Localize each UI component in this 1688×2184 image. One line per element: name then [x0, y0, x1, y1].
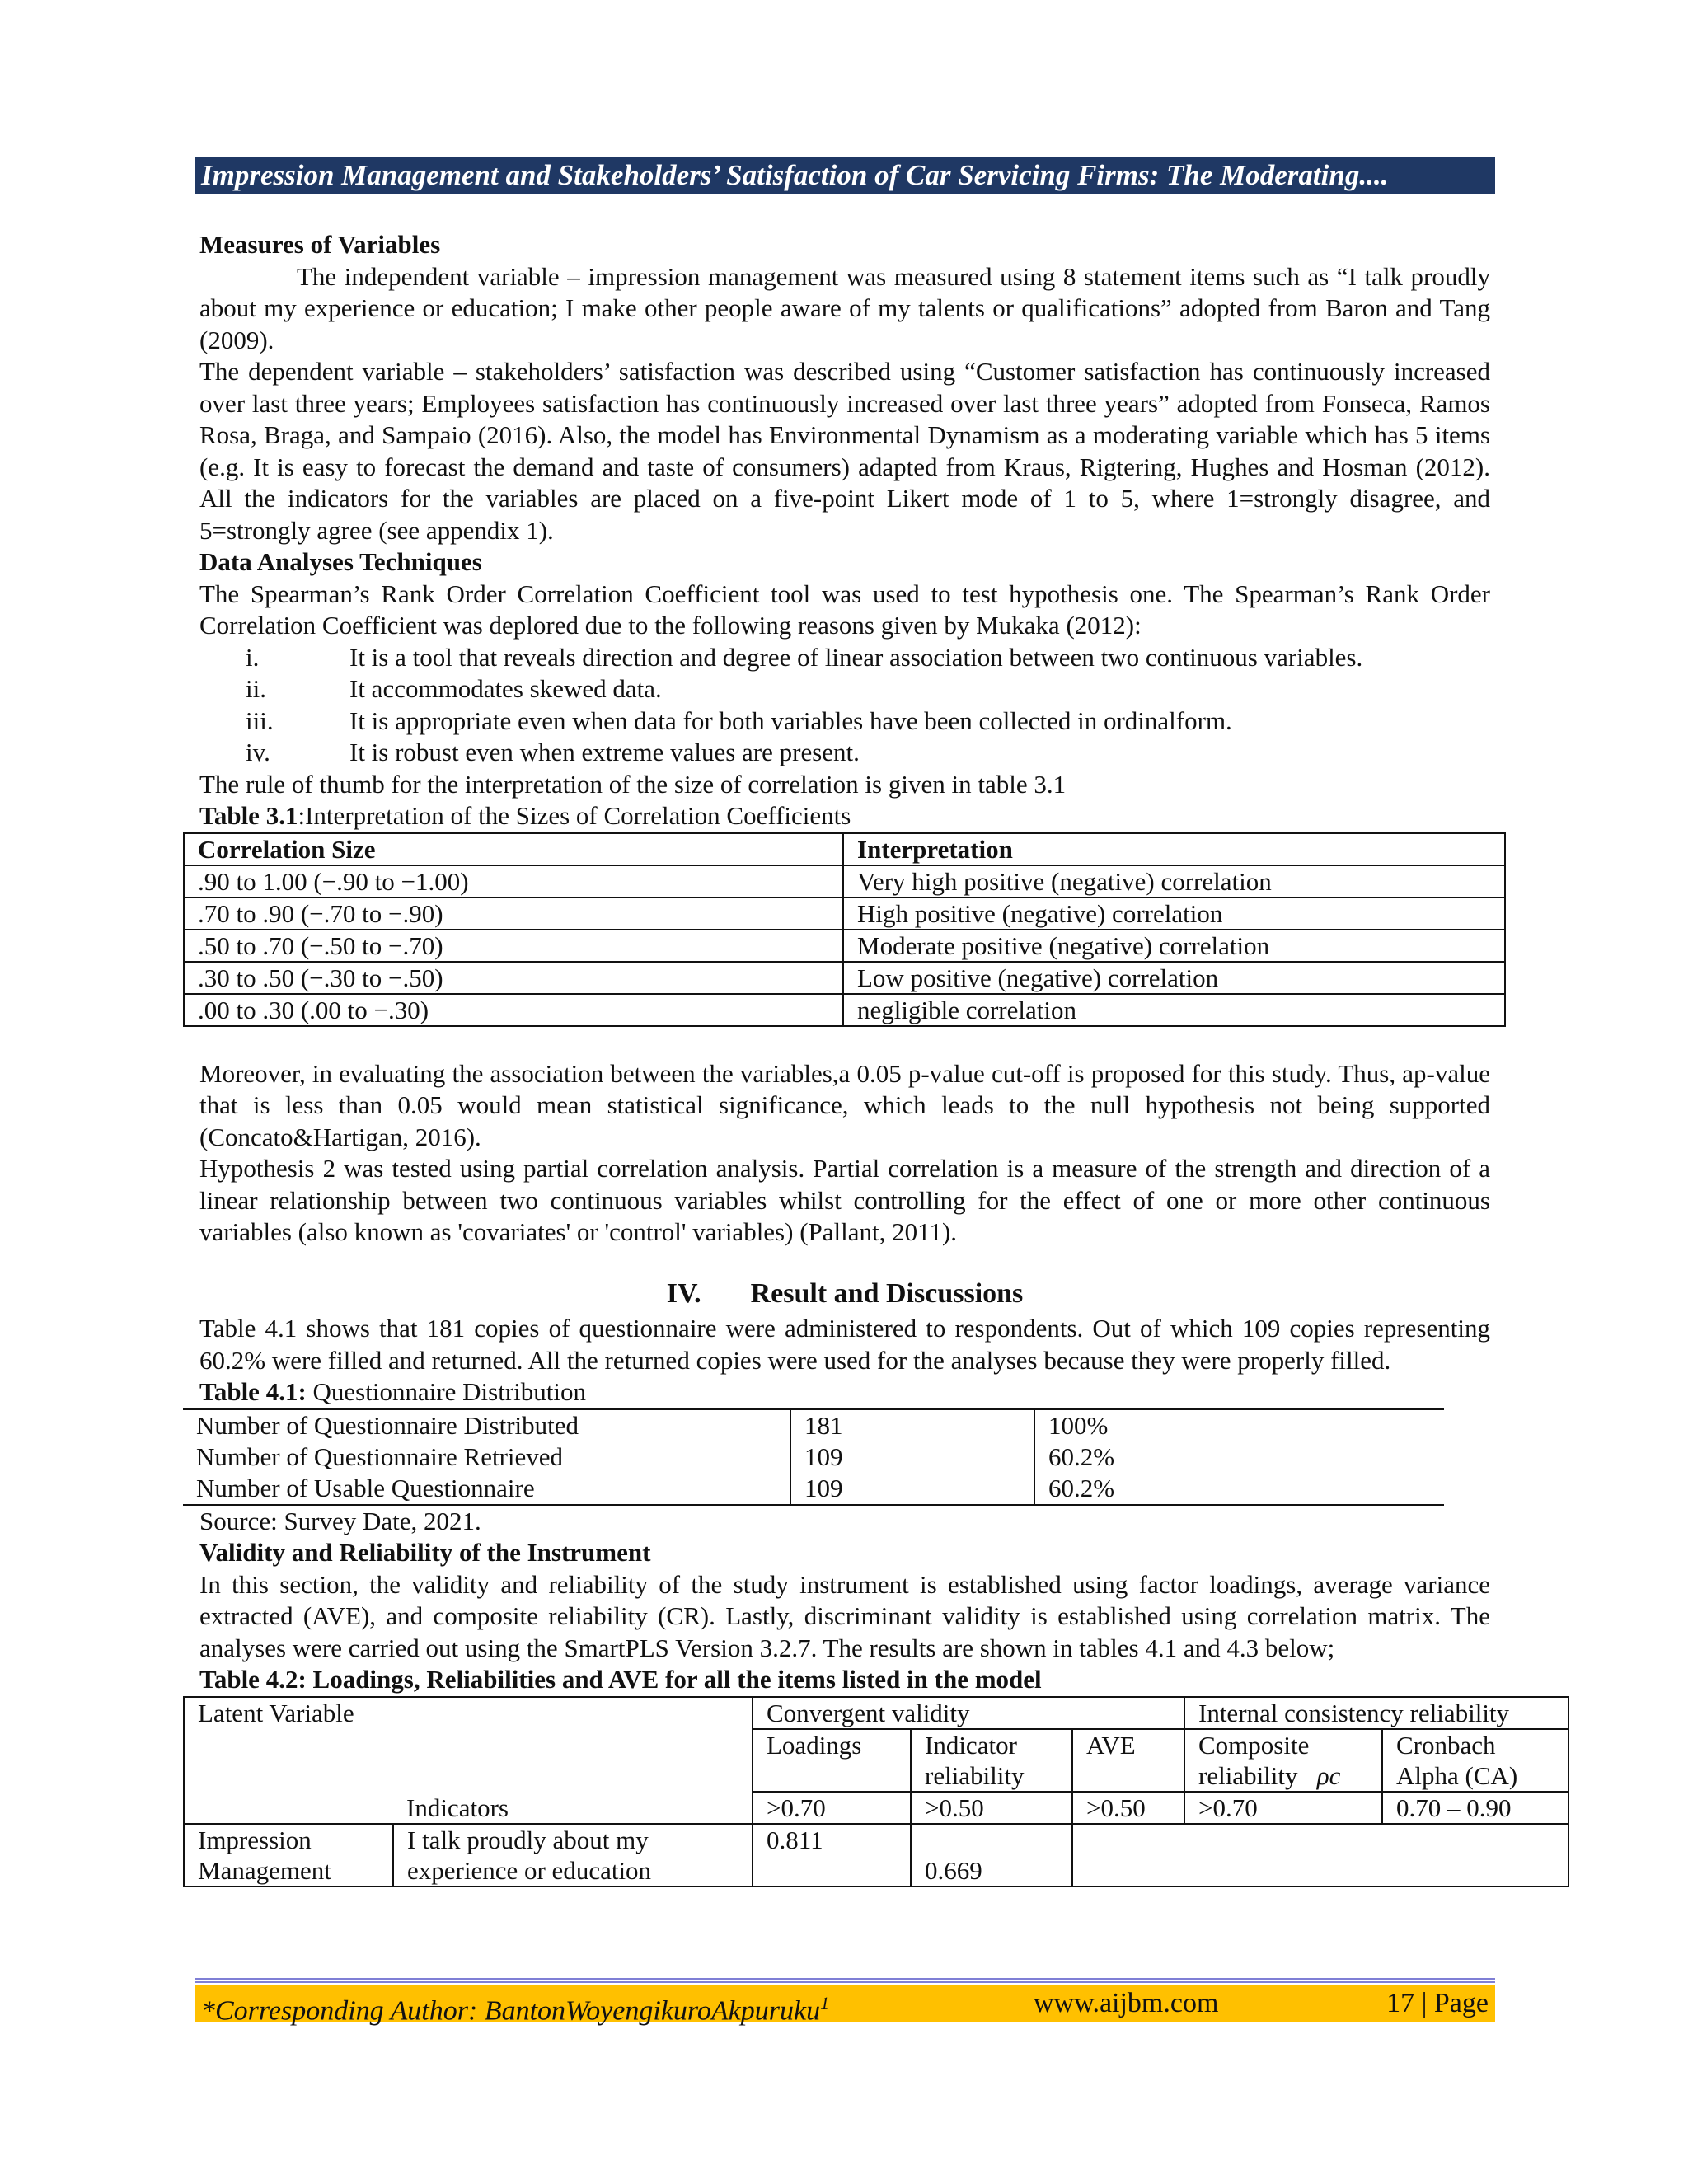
section-heading: IV. Result and Discussions	[666, 1277, 1024, 1309]
footer-band	[195, 1985, 1495, 2027]
table-4-1-source: Source: Survey Date, 2021.	[199, 1506, 481, 1535]
list-item: i. It is a tool that reveals direction and degree of linear association between two continuous variables.	[246, 642, 1363, 672]
table-row: .90 to 1.00 (−.90 to −1.00) Very high positive (negative) correlation	[184, 865, 1505, 898]
analyses-heading: Data Analyses Techniques	[199, 547, 482, 576]
analyses-paragraph-1: The Spearman’s Rank Order Correlation Coefficient tool was used to test hypothesis one. The Spearman’s Rank Order Correlation Coefficient was deplored due to the following reasons given by Mukaka (2012):	[199, 579, 1490, 640]
table-row: .50 to .70 (−.50 to −.70) Moderate positive (negative) correlation	[184, 930, 1505, 962]
post-table-paragraph-1: Moreover, in evaluating the association between the variables,a 0.05 p-value cut-off is proposed for this study. Thus, ap-value that is less than 0.05 would mean statistical significance, which leads to the null hypothesis not being supported (Concato&Hartigan, 2016).	[199, 1058, 1490, 1151]
threshold-row: >0.70 >0.50 >0.50 >0.70 0.70 – 0.90	[184, 1792, 1568, 1824]
footer-author: *Corresponding Author: BantonWoyengikuroAkpuruku$^1$	[201, 1993, 830, 2027]
table-3-1	[183, 832, 1506, 1027]
measures-paragraph-1: The independent variable – impression management was measured using 8 statement items such as “I talk proudly about my experience or education; I make other people aware of my talents or qualifications” adopted from Baron and Tang (2009).	[199, 261, 1490, 354]
document-body	[196, 229, 1518, 1887]
list-item: ii. It accommodates skewed data.	[246, 674, 662, 703]
table-4-2	[183, 1696, 1569, 1887]
validity-heading: Validity and Reliability of the Instrument	[199, 1538, 651, 1567]
table-4-1-caption: Table 4.1: Questionnaire Distribution	[199, 1377, 587, 1406]
table-row: Number of Questionnaire Distributed 181 100%	[183, 1409, 1444, 1441]
table-header-row: Latent Variable Indicators Convergent validity Internal consistency reliability	[184, 1697, 1568, 1729]
table-header-row: Correlation Size Interpretation	[184, 833, 1505, 865]
table-row: .00 to .30 (.00 to −.30) negligible correlation	[184, 994, 1505, 1026]
footer-rule	[195, 1978, 1495, 1983]
table-row: Number of Usable Questionnaire 109 60.2%	[183, 1473, 1444, 1505]
post-table-paragraph-2: Hypothesis 2 was tested using partial correlation analysis. Partial correlation is a measure of the strength and direction of a linear relationship between two continuous variables whilst controlling for the effect of one or more other continuous variables (also known as 'covariates' or 'control' variables) (Pallant, 2011).	[199, 1154, 1490, 1246]
measures-paragraph-2: The dependent variable – stakeholders’ satisfaction was described using “Customer satisfaction has continuously increased over last three years; Employees satisfaction has continuously increased over last three years” adopted from Fonseca, Ramos Rosa, Braga, and Sampaio (2016). Also, the model has Environmental Dynamism as a moderating variable which has 5 items (e.g. It is easy to forecast the demand and taste of consumers) adapted from Kraus, Rigtering, Hughes and Hosman (2012). All the indicators for the variables are placed on a five-point Likert mode of 1 to 5, where 1=strongly disagree, and 5=strongly agree (see appendix 1).	[199, 357, 1490, 545]
table-row: Impression Management I talk proudly about my experience or education 0.811 0.669	[184, 1824, 1568, 1886]
table-4-1	[183, 1408, 1444, 1506]
section4-paragraph: Table 4.1 shows that 181 copies of questionnaire were administered to respondents. Out of which 109 copies representing 60.2% were filled and returned. All the returned copies were used for the analyses because they were properly filled.	[199, 1314, 1490, 1375]
table-header-row: Loadings Indicator reliability AVE Composite reliability ρc Cronbach Alpha (CA)	[184, 1729, 1568, 1792]
validity-paragraph: In this section, the validity and reliability of the study instrument is established using factor loadings, average variance extracted (AVE), and composite reliability (CR). Lastly, discriminant validity is established using correlation matrix. The analyses were carried out using the SmartPLS Version 3.2.7. The results are shown in tables 4.1 and 4.3 below;	[199, 1569, 1490, 1662]
footer-page-number: 17 | Page	[1386, 1988, 1489, 2018]
table-row: .70 to .90 (−.70 to −.90) High positive (negative) correlation	[184, 898, 1505, 930]
list-item: iv. It is robust even when extreme values are present.	[246, 738, 860, 766]
table-row: .30 to .50 (−.30 to −.50) Low positive (negative) correlation	[184, 962, 1505, 994]
running-header: Impression Management and Stakeholders’ Satisfaction of Car Servicing Firms: The Moderating....	[195, 157, 1495, 194]
reasons-list	[199, 642, 1490, 769]
table-row: Number of Questionnaire Retrieved 109 60.2%	[183, 1441, 1444, 1473]
table-3-1-caption: Table 3.1:Interpretation of the Sizes of Correlation Coefficients	[199, 801, 851, 830]
measures-heading: Measures of Variables	[199, 230, 441, 259]
table-4-2-caption: Table 4.2: Loadings, Reliabilities and AVE for all the items listed in the model	[199, 1665, 1042, 1694]
list-item: iii. It is appropriate even when data for both variables have been collected in ordinalform.	[246, 705, 1232, 735]
analyses-paragraph-2: The rule of thumb for the interpretation of the size of correlation is given in table 3.1	[199, 769, 1067, 799]
footer-website: www.aijbm.com	[1034, 1988, 1219, 2018]
